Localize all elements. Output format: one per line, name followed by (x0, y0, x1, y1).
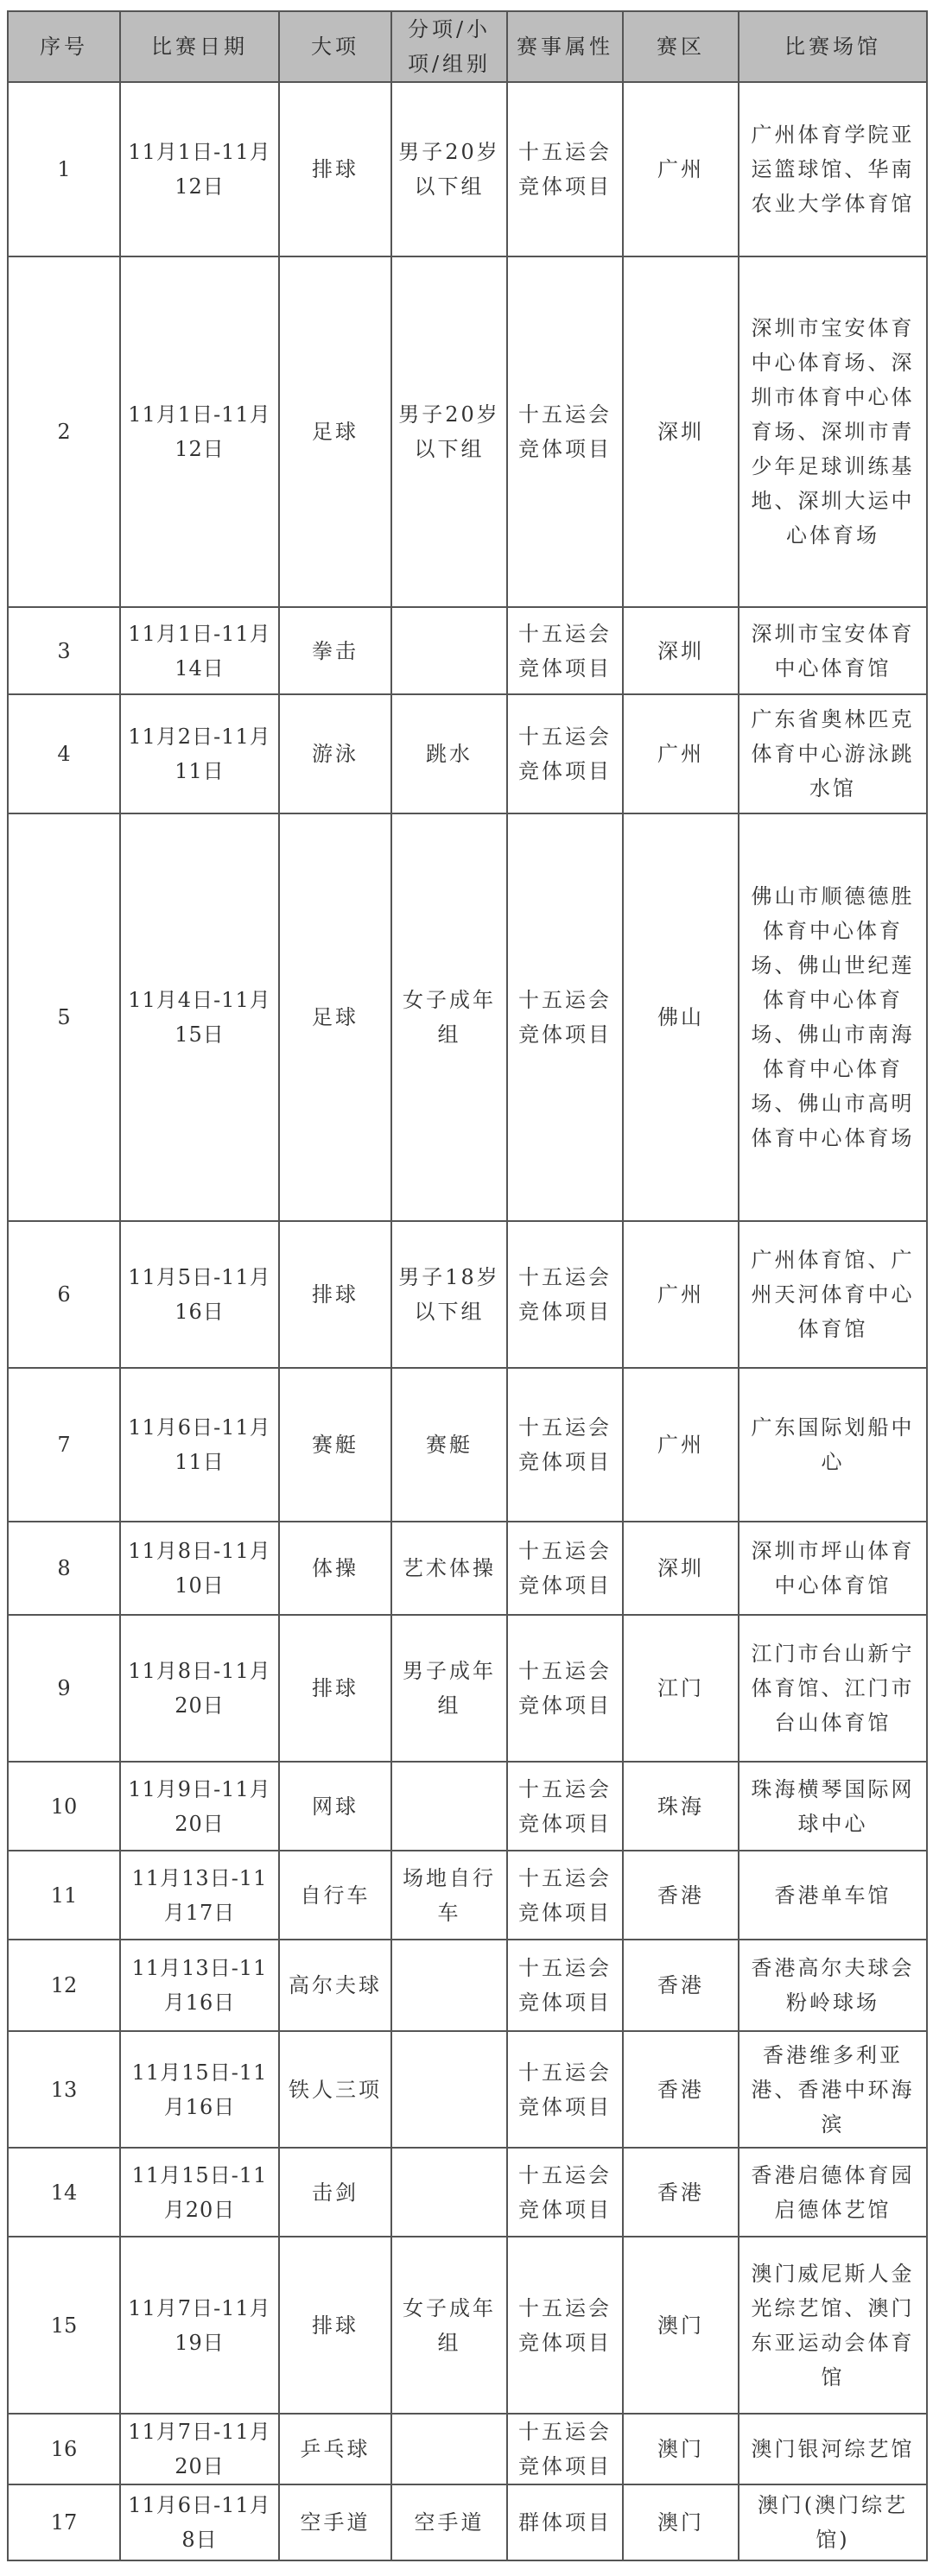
table-row (8, 1522, 927, 1615)
table-row (8, 2484, 927, 2560)
cell-attr: 十五运会竞体项目 (507, 1615, 623, 1762)
header-row (8, 11, 927, 82)
table-row (8, 2148, 927, 2237)
schedule-table (7, 10, 928, 2561)
cell-venue: 广东国际划船中心 (739, 1368, 927, 1522)
cell-event (391, 607, 507, 694)
cell-sport: 网球 (279, 1762, 391, 1851)
cell-sport: 乒乓球 (279, 2414, 391, 2484)
cell-date: 11月8日-11月20日 (120, 1615, 279, 1762)
cell-venue: 广东省奥林匹克体育中心游泳跳水馆 (739, 694, 927, 813)
cell-attr: 十五运会竞体项目 (507, 82, 623, 256)
cell-no: 6 (8, 1221, 120, 1368)
cell-event: 女子成年组 (391, 2237, 507, 2414)
cell-date: 11月1日-11月14日 (120, 607, 279, 694)
cell-event: 跳水 (391, 694, 507, 813)
cell-venue: 香港维多利亚港、香港中环海滨 (739, 2031, 927, 2148)
cell-venue: 澳门银河综艺馆 (739, 2414, 927, 2484)
header-attr: 赛事属性 (507, 11, 623, 82)
schedule-table-container (7, 10, 926, 2561)
cell-attr: 十五运会竞体项目 (507, 2148, 623, 2237)
cell-date: 11月2日-11月11日 (120, 694, 279, 813)
cell-date: 11月15日-11月20日 (120, 2148, 279, 2237)
cell-event: 场地自行车 (391, 1851, 507, 1940)
cell-venue: 澳门(澳门综艺馆) (739, 2484, 927, 2560)
cell-event (391, 2414, 507, 2484)
cell-attr: 十五运会竞体项目 (507, 2414, 623, 2484)
cell-venue: 江门市台山新宁体育馆、江门市台山体育馆 (739, 1615, 927, 1762)
table-row (8, 1615, 927, 1762)
table-row (8, 607, 927, 694)
table-row (8, 2237, 927, 2414)
cell-date: 11月15日-11月16日 (120, 2031, 279, 2148)
table-row (8, 1368, 927, 1522)
header-no: 序号 (8, 11, 120, 82)
cell-no: 2 (8, 256, 120, 607)
table-row (8, 2031, 927, 2148)
cell-sport: 自行车 (279, 1851, 391, 1940)
cell-attr: 十五运会竞体项目 (507, 607, 623, 694)
cell-no: 16 (8, 2414, 120, 2484)
cell-date: 11月1日-11月12日 (120, 256, 279, 607)
cell-sport: 赛艇 (279, 1368, 391, 1522)
cell-date: 11月9日-11月20日 (120, 1762, 279, 1851)
cell-attr: 十五运会竞体项目 (507, 1368, 623, 1522)
cell-zone: 香港 (623, 2148, 739, 2237)
cell-venue: 珠海横琴国际网球中心 (739, 1762, 927, 1851)
cell-sport: 体操 (279, 1522, 391, 1615)
cell-no: 3 (8, 607, 120, 694)
cell-zone: 澳门 (623, 2484, 739, 2560)
cell-no: 12 (8, 1940, 120, 2031)
cell-attr: 十五运会竞体项目 (507, 1221, 623, 1368)
cell-sport: 排球 (279, 1221, 391, 1368)
cell-event (391, 1940, 507, 2031)
cell-sport: 铁人三项 (279, 2031, 391, 2148)
cell-sport: 游泳 (279, 694, 391, 813)
table-row (8, 813, 927, 1221)
cell-event: 男子18岁以下组 (391, 1221, 507, 1368)
cell-attr: 十五运会竞体项目 (507, 1762, 623, 1851)
cell-event: 男子成年组 (391, 1615, 507, 1762)
cell-event: 赛艇 (391, 1368, 507, 1522)
cell-no: 8 (8, 1522, 120, 1615)
cell-zone: 广州 (623, 1368, 739, 1522)
cell-sport: 足球 (279, 813, 391, 1221)
cell-date: 11月6日-11月8日 (120, 2484, 279, 2560)
header-event: 分项/小项/组别 (391, 11, 507, 82)
cell-attr: 十五运会竞体项目 (507, 694, 623, 813)
table-row (8, 694, 927, 813)
table-row (8, 256, 927, 607)
cell-attr: 十五运会竞体项目 (507, 1522, 623, 1615)
cell-date: 11月8日-11月10日 (120, 1522, 279, 1615)
cell-date: 11月6日-11月11日 (120, 1368, 279, 1522)
cell-event: 空手道 (391, 2484, 507, 2560)
cell-zone: 深圳 (623, 256, 739, 607)
cell-zone: 珠海 (623, 1762, 739, 1851)
header-zone: 赛区 (623, 11, 739, 82)
cell-attr: 十五运会竞体项目 (507, 1940, 623, 2031)
table-row (8, 1940, 927, 2031)
cell-zone: 香港 (623, 1940, 739, 2031)
cell-event: 男子20岁以下组 (391, 256, 507, 607)
table-row (8, 1851, 927, 1940)
cell-no: 14 (8, 2148, 120, 2237)
cell-no: 11 (8, 1851, 120, 1940)
cell-attr: 十五运会竞体项目 (507, 256, 623, 607)
cell-sport: 高尔夫球 (279, 1940, 391, 2031)
cell-date: 11月4日-11月15日 (120, 813, 279, 1221)
cell-zone: 广州 (623, 1221, 739, 1368)
cell-sport: 空手道 (279, 2484, 391, 2560)
cell-venue: 香港单车馆 (739, 1851, 927, 1940)
cell-venue: 深圳市坪山体育中心体育馆 (739, 1522, 927, 1615)
cell-attr: 十五运会竞体项目 (507, 1851, 623, 1940)
cell-venue: 香港高尔夫球会粉岭球场 (739, 1940, 927, 2031)
cell-date: 11月13日-11月16日 (120, 1940, 279, 2031)
header-date: 比赛日期 (120, 11, 279, 82)
cell-date: 11月7日-11月19日 (120, 2237, 279, 2414)
cell-no: 7 (8, 1368, 120, 1522)
cell-zone: 佛山 (623, 813, 739, 1221)
cell-no: 10 (8, 1762, 120, 1851)
cell-date: 11月5日-11月16日 (120, 1221, 279, 1368)
cell-event: 女子成年组 (391, 813, 507, 1221)
cell-event: 艺术体操 (391, 1522, 507, 1615)
cell-venue: 佛山市顺德德胜体育中心体育场、佛山世纪莲体育中心体育场、佛山市南海体育中心体育场、佛山市高明体育中心体育场 (739, 813, 927, 1221)
cell-sport: 拳击 (279, 607, 391, 694)
cell-event (391, 2031, 507, 2148)
cell-no: 1 (8, 82, 120, 256)
cell-zone: 深圳 (623, 607, 739, 694)
cell-venue: 澳门威尼斯人金光综艺馆、澳门东亚运动会体育馆 (739, 2237, 927, 2414)
cell-zone: 澳门 (623, 2237, 739, 2414)
cell-venue: 深圳市宝安体育中心体育馆 (739, 607, 927, 694)
header-venue: 比赛场馆 (739, 11, 927, 82)
cell-sport: 足球 (279, 256, 391, 607)
table-row (8, 82, 927, 256)
cell-date: 11月13日-11月17日 (120, 1851, 279, 1940)
cell-zone: 广州 (623, 694, 739, 813)
table-row (8, 1762, 927, 1851)
cell-attr: 十五运会竞体项目 (507, 2237, 623, 2414)
header-sport: 大项 (279, 11, 391, 82)
cell-venue: 广州体育馆、广州天河体育中心体育馆 (739, 1221, 927, 1368)
cell-sport: 排球 (279, 2237, 391, 2414)
cell-no: 17 (8, 2484, 120, 2560)
cell-zone: 广州 (623, 82, 739, 256)
cell-no: 13 (8, 2031, 120, 2148)
cell-attr: 群体项目 (507, 2484, 623, 2560)
cell-date: 11月7日-11月20日 (120, 2414, 279, 2484)
cell-sport: 击剑 (279, 2148, 391, 2237)
cell-no: 9 (8, 1615, 120, 1762)
cell-event (391, 2148, 507, 2237)
cell-zone: 香港 (623, 2031, 739, 2148)
cell-venue: 广州体育学院亚运篮球馆、华南农业大学体育馆 (739, 82, 927, 256)
cell-sport: 排球 (279, 1615, 391, 1762)
cell-zone: 香港 (623, 1851, 739, 1940)
cell-attr: 十五运会竞体项目 (507, 813, 623, 1221)
cell-venue: 香港启德体育园启德体艺馆 (739, 2148, 927, 2237)
cell-zone: 江门 (623, 1615, 739, 1762)
cell-venue: 深圳市宝安体育中心体育场、深圳市体育中心体育场、深圳市青少年足球训练基地、深圳大运中心体育场 (739, 256, 927, 607)
cell-attr: 十五运会竞体项目 (507, 2031, 623, 2148)
cell-no: 4 (8, 694, 120, 813)
table-row (8, 1221, 927, 1368)
cell-no: 5 (8, 813, 120, 1221)
cell-zone: 澳门 (623, 2414, 739, 2484)
cell-event (391, 1762, 507, 1851)
cell-date: 11月1日-11月12日 (120, 82, 279, 256)
cell-sport: 排球 (279, 82, 391, 256)
cell-no: 15 (8, 2237, 120, 2414)
cell-event: 男子20岁以下组 (391, 82, 507, 256)
cell-zone: 深圳 (623, 1522, 739, 1615)
table-row (8, 2414, 927, 2484)
